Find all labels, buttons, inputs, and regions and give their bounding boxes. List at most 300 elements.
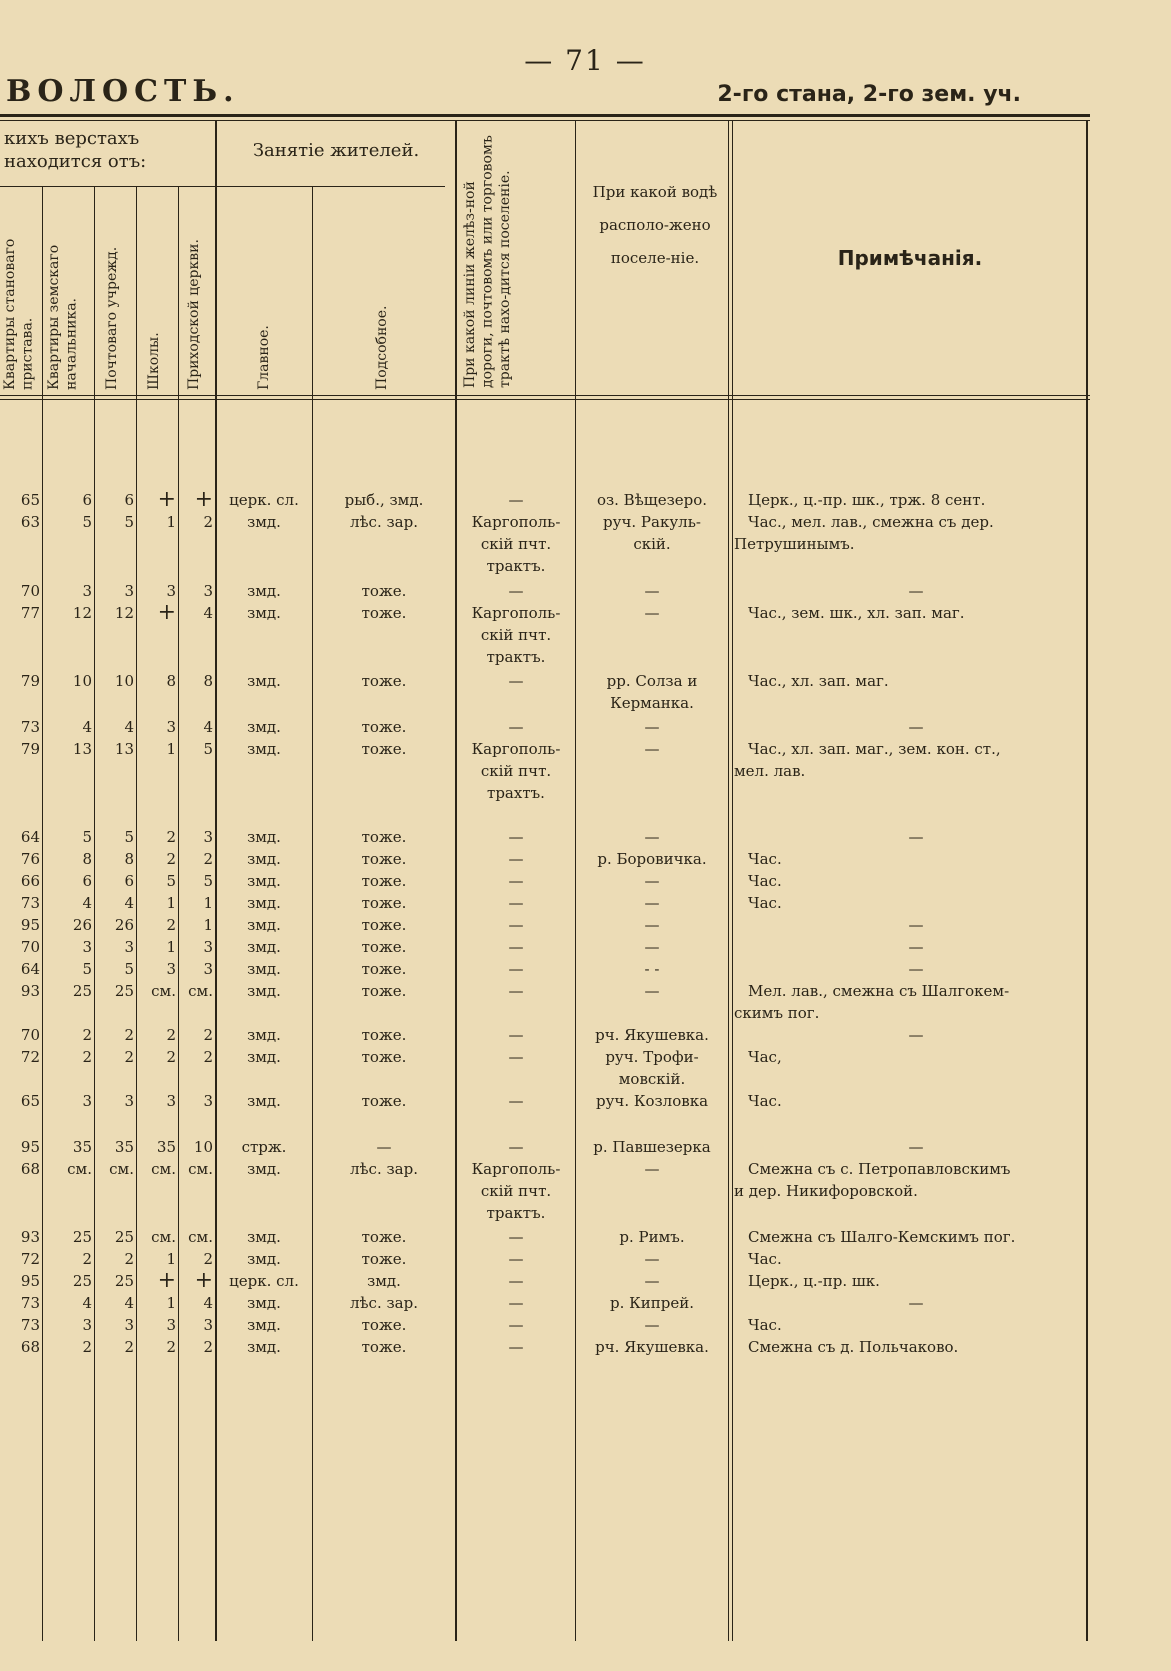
cell-zem: 5 bbox=[82, 960, 92, 978]
cell-sec: тоже. bbox=[361, 1228, 407, 1246]
cell-notes-line: Час., хл. зап. маг. bbox=[748, 672, 889, 690]
cell-road-line: скій пчт. bbox=[480, 762, 552, 780]
cell-post: 26 bbox=[114, 916, 134, 934]
cell-road-line: Каргополь- bbox=[471, 1160, 561, 1178]
cell-road-line: — bbox=[508, 1048, 524, 1066]
cell-post: 10 bbox=[114, 672, 134, 690]
cell-road-line: — bbox=[508, 1026, 524, 1044]
cell-school: 5 bbox=[166, 872, 176, 890]
cell-water-line: — bbox=[644, 582, 660, 600]
water-header: При какой водѣ располо-жено поселе-ніе. bbox=[592, 183, 718, 267]
cell-road-line: скій пчт. bbox=[480, 535, 552, 553]
cell-water-line: — bbox=[644, 1250, 660, 1268]
cell-notes-line: — bbox=[908, 960, 924, 978]
cell-zem: 6 bbox=[82, 491, 92, 509]
cell-notes-line: Церк., ц.-пр. шк. bbox=[748, 1272, 880, 1290]
col-line bbox=[42, 186, 43, 1641]
cell-main: змд. bbox=[247, 1048, 281, 1066]
cell-notes-line: Час. bbox=[748, 1250, 782, 1268]
cell-sec: тоже. bbox=[361, 582, 407, 600]
zemsky-header: Квартиры земскаго начальника. bbox=[46, 244, 80, 390]
cell-notes-line: Мел. лав., смежна съ Шалгокем- bbox=[748, 982, 1010, 1000]
cell-main: змд. bbox=[247, 828, 281, 846]
cell-post: 25 bbox=[114, 1228, 134, 1246]
cell-post: 4 bbox=[124, 718, 134, 736]
cell-sec: тоже. bbox=[361, 850, 407, 868]
col-line bbox=[455, 120, 457, 1641]
cell-water-line: руч. Трофи- bbox=[605, 1048, 699, 1066]
cell-school: 3 bbox=[166, 582, 176, 600]
cell-road-line: — bbox=[508, 1272, 524, 1290]
cell-church: 8 bbox=[203, 672, 213, 690]
cell-road-line: — bbox=[508, 718, 524, 736]
cell-main: змд. bbox=[247, 850, 281, 868]
cell-church: 2 bbox=[203, 850, 213, 868]
col-line bbox=[732, 120, 733, 1641]
cell-main: стрж. bbox=[241, 1138, 287, 1156]
cell-main: змд. bbox=[247, 938, 281, 956]
cell-road-line: скій пчт. bbox=[480, 626, 552, 644]
cell-church: 1 bbox=[203, 916, 213, 934]
cell-main: змд. bbox=[247, 982, 281, 1000]
cell-road-line: — bbox=[508, 1138, 524, 1156]
cell-main: церк. сл. bbox=[229, 1272, 299, 1290]
cell-main: змд. bbox=[247, 513, 281, 531]
cell-stan: 64 bbox=[20, 828, 40, 846]
cell-zem: 26 bbox=[72, 916, 92, 934]
cell-post: 5 bbox=[124, 960, 134, 978]
cell-sec: тоже. bbox=[361, 1048, 407, 1066]
cell-water-line: — bbox=[644, 982, 660, 1000]
cell-notes-line: Час. bbox=[748, 1316, 782, 1334]
cell-church: 3 bbox=[203, 582, 213, 600]
cell-post: 25 bbox=[114, 1272, 134, 1290]
cell-road-line: Каргополь- bbox=[471, 740, 561, 758]
cell-zem: см. bbox=[67, 1160, 92, 1178]
cell-post: 4 bbox=[124, 1294, 134, 1312]
cell-sec: тоже. bbox=[361, 916, 407, 934]
cell-church: 3 bbox=[203, 938, 213, 956]
cell-notes-line: — bbox=[908, 916, 924, 934]
cell-water-line: р. Павшезерка bbox=[593, 1138, 711, 1156]
cell-road-line: — bbox=[508, 1228, 524, 1246]
cell-school: 8 bbox=[166, 672, 176, 690]
col-line bbox=[728, 120, 729, 1641]
cell-zem: 6 bbox=[82, 872, 92, 890]
cell-sec: тоже. bbox=[361, 982, 407, 1000]
cell-notes-line: Час., зем. шк., хл. зап. маг. bbox=[748, 604, 965, 622]
post-header: Почтоваго учрежд. bbox=[104, 246, 120, 390]
cell-school: 1 bbox=[166, 894, 176, 912]
cell-road-line: — bbox=[508, 960, 524, 978]
cell-main: змд. bbox=[247, 960, 281, 978]
cell-stan: 66 bbox=[20, 872, 40, 890]
cell-road-line: — bbox=[508, 982, 524, 1000]
cell-notes-line: Час. bbox=[748, 872, 782, 890]
cell-notes-line: — bbox=[908, 1294, 924, 1312]
district-title: 2-го стана, 2-го зем. уч. bbox=[717, 82, 1021, 107]
cell-sec: тоже. bbox=[361, 938, 407, 956]
cell-main: змд. bbox=[247, 582, 281, 600]
cell-main: змд. bbox=[247, 1294, 281, 1312]
cell-stan: 93 bbox=[20, 982, 40, 1000]
cell-stan: 93 bbox=[20, 1228, 40, 1246]
cell-stan: 70 bbox=[20, 1026, 40, 1044]
cell-road-line: — bbox=[508, 1294, 524, 1312]
cell-stan: 79 bbox=[20, 672, 40, 690]
cell-zem: 4 bbox=[82, 1294, 92, 1312]
cell-water-line: р. Кипрей. bbox=[610, 1294, 694, 1312]
top-rule-thin bbox=[0, 120, 1090, 121]
cell-school: 1 bbox=[166, 513, 176, 531]
cell-stan: 77 bbox=[20, 604, 40, 622]
cell-post: 2 bbox=[124, 1338, 134, 1356]
cell-post: 12 bbox=[114, 604, 134, 622]
cell-zem: 4 bbox=[82, 894, 92, 912]
cell-church: 4 bbox=[203, 604, 213, 622]
cell-post: 35 bbox=[114, 1138, 134, 1156]
cell-post: 2 bbox=[124, 1048, 134, 1066]
cell-school: + bbox=[157, 487, 176, 512]
cell-water-line: — bbox=[644, 894, 660, 912]
distance-group-header: кихъ верстахъ находится отъ: bbox=[4, 128, 147, 172]
cell-zem: 3 bbox=[82, 1316, 92, 1334]
secondary-occupation-header: Подсобное. bbox=[374, 305, 390, 390]
cell-road-line: — bbox=[508, 672, 524, 690]
cell-road-line: трактъ. bbox=[486, 557, 546, 575]
cell-zem: 12 bbox=[72, 604, 92, 622]
cell-road-line: — bbox=[508, 1338, 524, 1356]
cell-post: 3 bbox=[124, 1316, 134, 1334]
cell-sec: тоже. bbox=[361, 828, 407, 846]
cell-main: змд. bbox=[247, 872, 281, 890]
cell-school: 1 bbox=[166, 1250, 176, 1268]
cell-notes-line: и дер. Никифоровской. bbox=[734, 1182, 918, 1200]
cell-main: змд. bbox=[247, 672, 281, 690]
cell-zem: 2 bbox=[82, 1250, 92, 1268]
page-number: — 71 — bbox=[524, 44, 646, 77]
cell-notes-line: Смежна съ д. Польчаково. bbox=[748, 1338, 959, 1356]
cell-sec: тоже. bbox=[361, 1250, 407, 1268]
church-header: Приходской церкви. bbox=[186, 239, 202, 390]
cell-water-line: мовскій. bbox=[618, 1070, 686, 1088]
cell-water-line: — bbox=[644, 1272, 660, 1290]
cell-road-line: — bbox=[508, 828, 524, 846]
cell-notes-line: Час. bbox=[748, 1092, 782, 1110]
cell-school: 35 bbox=[156, 1138, 176, 1156]
col-line bbox=[312, 186, 313, 1641]
cell-notes-line: Смежна съ Шалго-Кемскимъ пог. bbox=[748, 1228, 1016, 1246]
cell-school: см. bbox=[151, 1160, 176, 1178]
cell-zem: 3 bbox=[82, 938, 92, 956]
cell-stan: 65 bbox=[20, 491, 40, 509]
cell-water-line: Керманка. bbox=[610, 694, 694, 712]
cell-main: церк. сл. bbox=[229, 491, 299, 509]
cell-main: змд. bbox=[247, 1026, 281, 1044]
cell-school: 1 bbox=[166, 938, 176, 956]
cell-school: 2 bbox=[166, 1048, 176, 1066]
cell-post: 3 bbox=[124, 1092, 134, 1110]
cell-school: см. bbox=[151, 982, 176, 1000]
cell-school: + bbox=[157, 1268, 176, 1293]
cell-notes-line: — bbox=[908, 718, 924, 736]
cell-church: 3 bbox=[203, 960, 213, 978]
cell-church: 2 bbox=[203, 1048, 213, 1066]
cell-sec: — bbox=[376, 1138, 392, 1156]
cell-school: + bbox=[157, 600, 176, 625]
cell-zem: 5 bbox=[82, 513, 92, 531]
cell-main: змд. bbox=[247, 1338, 281, 1356]
cell-stan: 73 bbox=[20, 1316, 40, 1334]
cell-water-line: скій. bbox=[633, 535, 671, 553]
col-line bbox=[136, 186, 137, 1641]
cell-post: 2 bbox=[124, 1026, 134, 1044]
cell-notes-line: Смежна съ с. Петропавловскимъ bbox=[748, 1160, 1011, 1178]
cell-zem: 2 bbox=[82, 1048, 92, 1066]
cell-sec: тоже. bbox=[361, 1026, 407, 1044]
cell-zem: 4 bbox=[82, 718, 92, 736]
cell-stan: 63 bbox=[20, 513, 40, 531]
cell-church: 2 bbox=[203, 1026, 213, 1044]
cell-notes-line: — bbox=[908, 938, 924, 956]
cell-school: 1 bbox=[166, 740, 176, 758]
cell-zem: 25 bbox=[72, 1272, 92, 1290]
col-line bbox=[1086, 120, 1088, 1641]
cell-stan: 64 bbox=[20, 960, 40, 978]
cell-water-line: руч. Козловка bbox=[595, 1092, 709, 1110]
road-header: При какой линіи желѣз-ной дороги, почтовомъ или торговомъ трактѣ нахо-дится поселеніе. bbox=[462, 135, 513, 388]
cell-school: 2 bbox=[166, 1338, 176, 1356]
cell-church: см. bbox=[188, 1228, 213, 1246]
cell-sec: тоже. bbox=[361, 1092, 407, 1110]
cell-notes-line: — bbox=[908, 582, 924, 600]
cell-stan: 76 bbox=[20, 850, 40, 868]
top-rule bbox=[0, 114, 1090, 117]
cell-post: 8 bbox=[124, 850, 134, 868]
cell-road-line: Каргополь- bbox=[471, 513, 561, 531]
notes-header: Примѣчанія. bbox=[837, 246, 983, 270]
cell-sec: тоже. bbox=[361, 718, 407, 736]
cell-church: 2 bbox=[203, 1250, 213, 1268]
cell-water-line: — bbox=[644, 1160, 660, 1178]
cell-water-line: рч. Якушевка. bbox=[595, 1026, 709, 1044]
cell-main: змд. bbox=[247, 1160, 281, 1178]
cell-sec: лѣс. зар. bbox=[349, 1294, 418, 1312]
cell-zem: 25 bbox=[72, 982, 92, 1000]
cell-sec: тоже. bbox=[361, 604, 407, 622]
cell-church: 3 bbox=[203, 1092, 213, 1110]
cell-notes-line: — bbox=[908, 828, 924, 846]
cell-zem: 8 bbox=[82, 850, 92, 868]
cell-water-line: оз. Вѣщезеро. bbox=[596, 491, 708, 509]
cell-church: 5 bbox=[203, 872, 213, 890]
cell-sec: тоже. bbox=[361, 740, 407, 758]
cell-main: змд. bbox=[247, 1228, 281, 1246]
cell-notes-line: Час., мел. лав., смежна съ дер. bbox=[748, 513, 994, 531]
cell-road-line: — bbox=[508, 894, 524, 912]
cell-road-line: трактъ. bbox=[486, 648, 546, 666]
cell-notes-line: Час., хл. зап. маг., зем. кон. ст., bbox=[748, 740, 1001, 758]
cell-sec: лѣс. зар. bbox=[349, 1160, 418, 1178]
cell-road-line: — bbox=[508, 582, 524, 600]
cell-notes-line: Церк., ц.-пр. шк., трж. 8 сент. bbox=[748, 491, 986, 509]
cell-post: 3 bbox=[124, 582, 134, 600]
cell-water-line: — bbox=[644, 872, 660, 890]
cell-water-line: руч. Ракуль- bbox=[603, 513, 701, 531]
cell-notes-line: Час, bbox=[748, 1048, 782, 1066]
cell-school: 3 bbox=[166, 960, 176, 978]
cell-water-line: - - bbox=[644, 960, 660, 978]
cell-post: см. bbox=[109, 1160, 134, 1178]
cell-school: 1 bbox=[166, 1294, 176, 1312]
cell-water-line: р. Боровичка. bbox=[597, 850, 707, 868]
school-header: Школы. bbox=[146, 332, 162, 390]
cell-zem: 3 bbox=[82, 582, 92, 600]
cell-water-line: — bbox=[644, 916, 660, 934]
cell-main: змд. bbox=[247, 604, 281, 622]
cell-notes-line: Час. bbox=[748, 850, 782, 868]
cell-church: 4 bbox=[203, 1294, 213, 1312]
cell-sec: лѣс. зар. bbox=[349, 513, 418, 531]
cell-road-line: — bbox=[508, 872, 524, 890]
cell-zem: 25 bbox=[72, 1228, 92, 1246]
cell-stan: 95 bbox=[20, 1138, 40, 1156]
cell-main: змд. bbox=[247, 1250, 281, 1268]
cell-post: 25 bbox=[114, 982, 134, 1000]
cell-church: 5 bbox=[203, 740, 213, 758]
cell-sec: тоже. bbox=[361, 894, 407, 912]
cell-notes-line: скимъ пог. bbox=[734, 1004, 820, 1022]
cell-road-line: — bbox=[508, 938, 524, 956]
cell-stan: 79 bbox=[20, 740, 40, 758]
cell-post: 6 bbox=[124, 491, 134, 509]
cell-school: 2 bbox=[166, 828, 176, 846]
cell-stan: 72 bbox=[20, 1048, 40, 1066]
cell-sec: тоже. bbox=[361, 960, 407, 978]
cell-stan: 65 bbox=[20, 1092, 40, 1110]
cell-stan: 73 bbox=[20, 894, 40, 912]
header-bottom-rule bbox=[0, 395, 1090, 396]
cell-stan: 68 bbox=[20, 1160, 40, 1178]
cell-post: 2 bbox=[124, 1250, 134, 1268]
cell-main: змд. bbox=[247, 894, 281, 912]
cell-zem: 2 bbox=[82, 1026, 92, 1044]
col-line bbox=[178, 186, 179, 1641]
cell-main: змд. bbox=[247, 916, 281, 934]
cell-zem: 13 bbox=[72, 740, 92, 758]
cell-school: 3 bbox=[166, 718, 176, 736]
cell-notes-line: — bbox=[908, 1026, 924, 1044]
cell-sec: змд. bbox=[367, 1272, 401, 1290]
col-line bbox=[215, 120, 217, 1641]
cell-church: 2 bbox=[203, 513, 213, 531]
cell-road-line: — bbox=[508, 491, 524, 509]
section-title: ВОЛОСТЬ. bbox=[6, 74, 240, 109]
cell-road-line: — bbox=[508, 916, 524, 934]
cell-sec: тоже. bbox=[361, 872, 407, 890]
cell-water-line: рч. Якушевка. bbox=[595, 1338, 709, 1356]
cell-school: см. bbox=[151, 1228, 176, 1246]
cell-church: 4 bbox=[203, 718, 213, 736]
cell-main: змд. bbox=[247, 1092, 281, 1110]
cell-post: 3 bbox=[124, 938, 134, 956]
cell-post: 13 bbox=[114, 740, 134, 758]
cell-notes-line: мел. лав. bbox=[734, 762, 806, 780]
cell-school: 2 bbox=[166, 1026, 176, 1044]
cell-zem: 3 bbox=[82, 1092, 92, 1110]
cell-post: 5 bbox=[124, 828, 134, 846]
cell-road-line: — bbox=[508, 1316, 524, 1334]
cell-post: 4 bbox=[124, 894, 134, 912]
occupation-group-header: Занятіе жителей. bbox=[252, 140, 420, 161]
cell-notes-line: — bbox=[908, 1138, 924, 1156]
cell-water-line: — bbox=[644, 740, 660, 758]
cell-main: змд. bbox=[247, 740, 281, 758]
cell-church: 2 bbox=[203, 1338, 213, 1356]
cell-stan: 95 bbox=[20, 916, 40, 934]
cell-notes-line: Час. bbox=[748, 894, 782, 912]
cell-road-line: — bbox=[508, 1250, 524, 1268]
cell-church: см. bbox=[188, 982, 213, 1000]
cell-sec: рыб., змд. bbox=[344, 491, 424, 509]
cell-road-line: — bbox=[508, 850, 524, 868]
group-header-rule bbox=[0, 186, 445, 187]
cell-zem: 5 bbox=[82, 828, 92, 846]
cell-water-line: р. Римъ. bbox=[619, 1228, 685, 1246]
cell-water-line: — bbox=[644, 604, 660, 622]
cell-notes-line: Петрушинымъ. bbox=[734, 535, 855, 553]
cell-stan: 95 bbox=[20, 1272, 40, 1290]
cell-main: змд. bbox=[247, 1316, 281, 1334]
col-line bbox=[94, 186, 95, 1641]
cell-sec: тоже. bbox=[361, 672, 407, 690]
cell-church: 1 bbox=[203, 894, 213, 912]
cell-water-line: рр. Солза и bbox=[606, 672, 698, 690]
cell-water-line: — bbox=[644, 828, 660, 846]
cell-school: 3 bbox=[166, 1092, 176, 1110]
main-occupation-header: Главное. bbox=[256, 325, 272, 390]
cell-sec: тоже. bbox=[361, 1316, 407, 1334]
cell-road-line: трактъ. bbox=[486, 1204, 546, 1222]
cell-church: + bbox=[194, 487, 213, 512]
cell-school: 2 bbox=[166, 850, 176, 868]
stanovoy-header: Квартиры становаго пристава. bbox=[2, 238, 36, 390]
cell-road-line: — bbox=[508, 1092, 524, 1110]
header-bottom-rule-thin bbox=[0, 399, 1090, 400]
cell-road-line: Каргополь- bbox=[471, 604, 561, 622]
cell-zem: 2 bbox=[82, 1338, 92, 1356]
cell-water-line: — bbox=[644, 1316, 660, 1334]
cell-water-line: — bbox=[644, 718, 660, 736]
cell-stan: 70 bbox=[20, 938, 40, 956]
cell-stan: 72 bbox=[20, 1250, 40, 1268]
cell-school: 3 bbox=[166, 1316, 176, 1334]
cell-zem: 35 bbox=[72, 1138, 92, 1156]
cell-stan: 73 bbox=[20, 718, 40, 736]
cell-road-line: трахтъ. bbox=[487, 784, 545, 802]
cell-stan: 73 bbox=[20, 1294, 40, 1312]
cell-church: 3 bbox=[203, 828, 213, 846]
cell-school: 2 bbox=[166, 916, 176, 934]
cell-church: 3 bbox=[203, 1316, 213, 1334]
cell-stan: 70 bbox=[20, 582, 40, 600]
cell-stan: 68 bbox=[20, 1338, 40, 1356]
cell-water-line: — bbox=[644, 938, 660, 956]
col-line bbox=[575, 120, 576, 1641]
cell-main: змд. bbox=[247, 718, 281, 736]
cell-church: + bbox=[194, 1268, 213, 1293]
cell-post: 6 bbox=[124, 872, 134, 890]
